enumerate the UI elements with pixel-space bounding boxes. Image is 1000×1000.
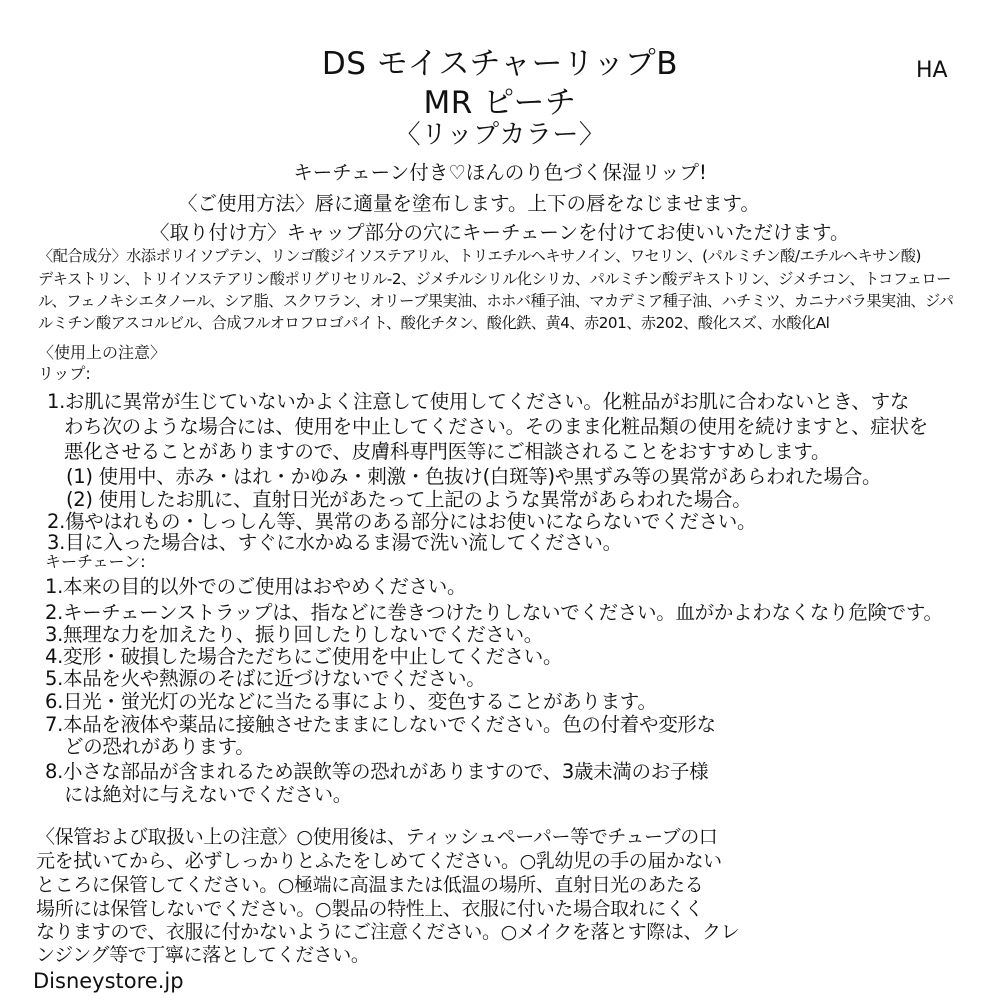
product-variant: MR ピーチ — [423, 85, 577, 121]
ingredients-line: ル、フェノキシエタノール、シア脂、スクワラン、オリーブ果実油、ホホバ種子油、マカデミア種子油、ハチミツ、カニナバラ果実油、ジパ — [38, 292, 954, 310]
lip-caution-line: 2.傷やはれもの・しっしん等、異常のある部分にはお使いにならないでください。 — [47, 510, 757, 533]
storage-line: ンジング等で丁寧に落としてください。 — [36, 944, 370, 966]
product-code: HA — [916, 58, 948, 83]
product-category: 〈リップカラー〉 — [394, 120, 606, 150]
product-title: DS モイスチャーリップB — [321, 46, 679, 82]
lip-caution-line: 悪化させることがありますので、皮膚科専門医等にご相談されることをおすすめします。 — [64, 440, 831, 463]
keychain-caution-line: 1.本来の目的以外でのご使用はおやめください。 — [45, 575, 467, 598]
keychain-caution-line: 2.キーチェーンストラップは、指などに巻きつけたりしないでください。血がかよわなくなり危険です。 — [45, 601, 943, 624]
keychain-caution-line: どの恐れがあります。 — [64, 735, 255, 758]
keychain-caution-line: 8.小さな部品が含まれるため誤飲等の恐れがありますので、3歳未満のお子様 — [45, 760, 709, 783]
storage-line: ところに保管してください。○極端に高温または低温の場所、直射日光のあたる — [36, 874, 704, 896]
attach-instructions: 〈取り付け方〉キャップ部分の穴にキーチェーンを付けてお使いいただけます。 — [150, 221, 850, 244]
storage-line: 元を拭いてから、必ずしっかりとふたをしめてください。○乳幼児の手の届かない — [36, 850, 722, 872]
tagline: キーチェーン付き♡ほんのり色づく保湿リップ! — [293, 161, 707, 184]
keychain-label: キーチェーン: — [45, 552, 146, 571]
storage-line: 〈保管および取扱い上の注意〉○使用後は、ティッシュペーパー等でチューブの口 — [36, 826, 718, 848]
lip-caution-line: 3.目に入った場合は、すぐに水かぬるま湯で洗い流してください。 — [47, 531, 622, 554]
lip-label: リップ: — [38, 364, 91, 383]
keychain-caution-line: 4.変形・破損した場合ただちにご使用を中止してください。 — [45, 645, 563, 668]
storage-line: 場所には保管しないでください。○製品の特性上、衣服に付いた場合取れにくく — [36, 898, 704, 920]
keychain-caution-line: 7.本品を液体や薬品に接触させたままにしないでください。色の付着や変形な — [45, 713, 716, 736]
ingredients-line: ルミチン酸アスコルビル、合成フルオロフロゴパイト、酸化チタン、酸化鉄、黄4、赤201、赤202、酸化スズ、水酸化Al — [38, 314, 830, 332]
cautions-heading: 〈使用上の注意〉 — [38, 343, 167, 362]
store-url: Disneystore.jp — [33, 969, 184, 993]
ingredients-line: 〈配合成分〉水添ポリイソブテン、リンゴ酸ジイソステアリル、トリエチルヘキサノイン、ワセリン、(パルミチン酸/エチルヘキサン酸) — [38, 247, 921, 265]
lip-caution-line: 1.お肌に異常が生じていないかよく注意して使用してください。化粧品がお肌に合わないとき、すな — [47, 390, 910, 413]
keychain-caution-line: には絶対に与えないでください。 — [64, 783, 353, 806]
lip-caution-line: わち次のような場合には、使用を中止してください。そのまま化粧品類の使用を続けますと、症状を — [64, 415, 929, 438]
keychain-caution-line: 5.本品を火や熱源のそばに近づけないでください。 — [45, 667, 486, 690]
storage-line: なりますので、衣服に付かないようにご注意ください。○メイクを落とす際は、クレ — [36, 921, 740, 943]
usage-instructions: 〈ご使用方法〉唇に適量を塗布します。上下の唇をなじませます。 — [178, 192, 760, 215]
keychain-caution-line: 3.無理な力を加えたり、振り回したりしないでください。 — [45, 623, 544, 646]
lip-caution-line: (1) 使用中、赤み・はれ・かゆみ・刺激・色抜け(白斑等)や黒ずみ等の異常があらわれた場合。 — [66, 465, 882, 488]
ingredients-line: デキストリン、トリイソステアリン酸ポリグリセリル-2、ジメチルシリル化シリカ、パルミチン酸デキストリン、ジメチコン、トコフェロー — [38, 270, 951, 288]
lip-caution-line: (2) 使用したお肌に、直射日光があたって上記のような異常があらわれた場合。 — [66, 488, 752, 511]
keychain-caution-line: 6.日光・蛍光灯の光などに当たる事により、変色することがあります。 — [45, 690, 657, 713]
